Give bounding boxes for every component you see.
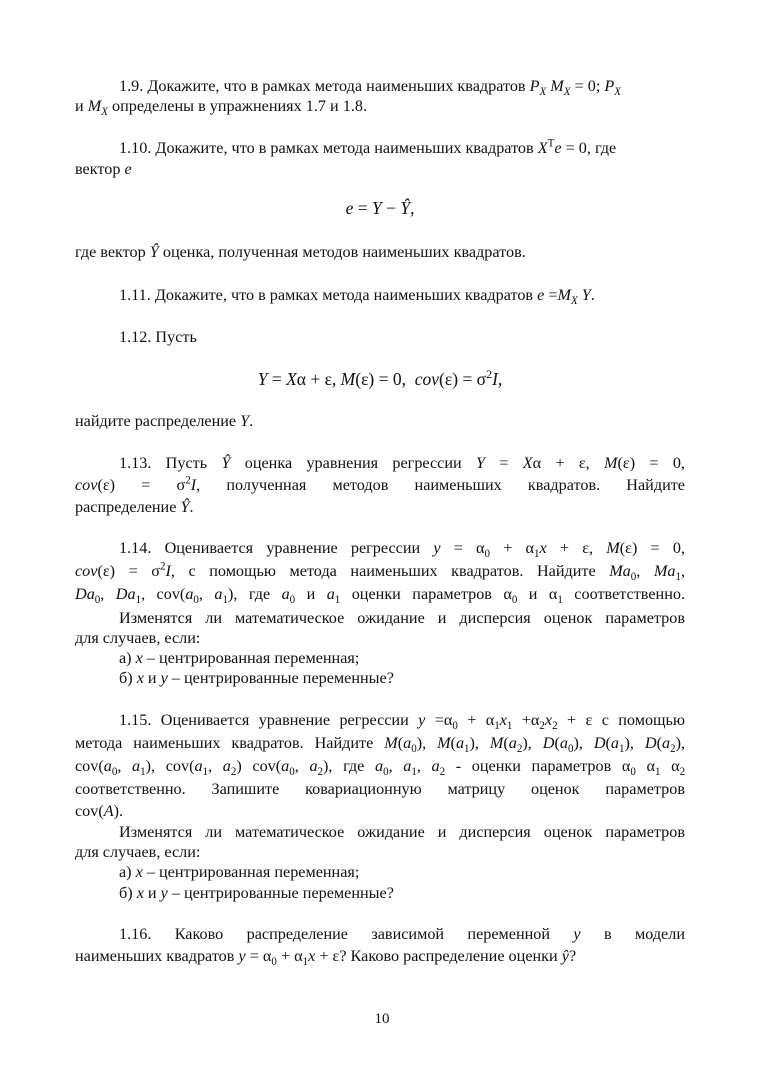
exercise-1-14-line-1: 1.14. Оценивается уравнение регрессии $y = \alpha_0 + \alpha_1x + \varepsilon$, M(ε) = 0, [119,539,685,561]
exercise-1-15-case-a: а) x – центрированная переменная; [119,863,360,881]
exercise-1-15-line-2: метода наименьших квадратов. Найдите $M(a_0)$, $M(a_1)$, $M(a_2)$, $D(a_0)$, $D(a_1)$, $D(a_2)$, [75,734,685,756]
exercise-1-14-line-5: для случаев, если: [75,629,201,647]
exercise-1-14-case-b: б) x и y – центрированные переменные? [119,669,394,687]
exercise-1-16-line-1: 1.16. Каково распределение зависимой переменной y в модели [119,925,685,943]
exercise-1-10-formula: e = Y − Ŷ, [345,198,415,218]
exercise-1-15-line-1: 1.15. Оценивается уравнение регрессии $y =\alpha_0 + \alpha_1x_1 +\alpha_2x_2 + \varepsilon$ с помощью [119,711,685,733]
exercise-1-12-line-2: найдите распределение Y. [75,412,254,430]
exercise-1-12-formula: Y = Xα + ε, M(ε) = 0, $cov(\varepsilon) = \sigma^2I$, [257,367,503,389]
exercise-1-10-line-1: 1.10. Докажите, что в рамках метода наименьших квадратов $X^Te = 0$, где [119,137,617,157]
exercise-1-15-line-6: Изменятся ли математическое ожидание и дисперсия оценок параметров [119,823,685,841]
exercise-1-11: 1.11. Докажите, что в рамках метода наименьших квадратов $e =M_X$ Y. [119,286,595,308]
exercise-1-16-line-2: наименьших квадратов $y = \alpha_0 + \alpha_1x + \varepsilon$? Каково распределение оценки ŷ? [75,947,577,969]
exercise-1-15-line-7: для случаев, если: [75,843,201,861]
page-number: 10 [374,1011,390,1027]
exercise-1-15-case-b: б) x и y – центрированные переменные? [119,884,394,902]
exercise-1-13-line-3: распределение Ŷ. [75,498,194,516]
exercise-1-15-line-5: cov(A). [75,802,124,820]
exercise-1-15-line-4: соответственно. Запишите ковариационную матрицу оценок параметров [75,780,685,798]
exercise-1-14-case-a: а) x – центрированная переменная; [119,649,360,667]
exercise-1-9-line-1: 1.9. Докажите, что в рамках метода наименьших квадратов $P_X$ $M_X = 0$; $P_X$ [119,77,622,99]
exercise-1-10-line-3: где вектор Ŷ оценка, полученная методов наименьших квадратов. [75,243,526,261]
exercise-1-15-line-3: $cov(a_0$, $a_1$), $cov(a_1$, $a_2$) $cov(a_0$, $a_2$), где $a_0$, $a_1$, $a_2$ - оценки параметров $\alpha_0$ $\alpha_1$ $\alpha_2$ [75,757,686,779]
exercise-1-13-line-2: $cov(\varepsilon) = \sigma^2I$, полученная методов наименьших квадратов. Найдите [75,474,685,494]
exercise-1-13-line-1: 1.13. Пусть Ŷ оценка уравнения регрессии Y = Xα + ε, M(ε) = 0, [119,454,685,472]
exercise-1-14-line-3: $Da_0$, $Da_1$, $cov(a_0$, $a_1$), где $a_0$ и $a_1$ оценки параметров $\alpha_0$ и $\alpha_1$ соответственно. [75,585,686,607]
exercise-1-14-line-4: Изменятся ли математическое ожидание и дисперсия оценок параметров [119,609,685,627]
exercise-1-10-line-2: вектор e [75,160,132,178]
exercise-1-9-line-2: и $M_X$ определены в упражнениях 1.7 и 1.8. [75,97,368,119]
exercise-1-14-line-2: $cov(\varepsilon) = \sigma^2I$, с помощью метода наименьших квадратов. Найдите $Ma_0$, $Ma_1$, [75,560,686,584]
exercise-1-12-line-1: 1.12. Пусть [119,328,197,346]
